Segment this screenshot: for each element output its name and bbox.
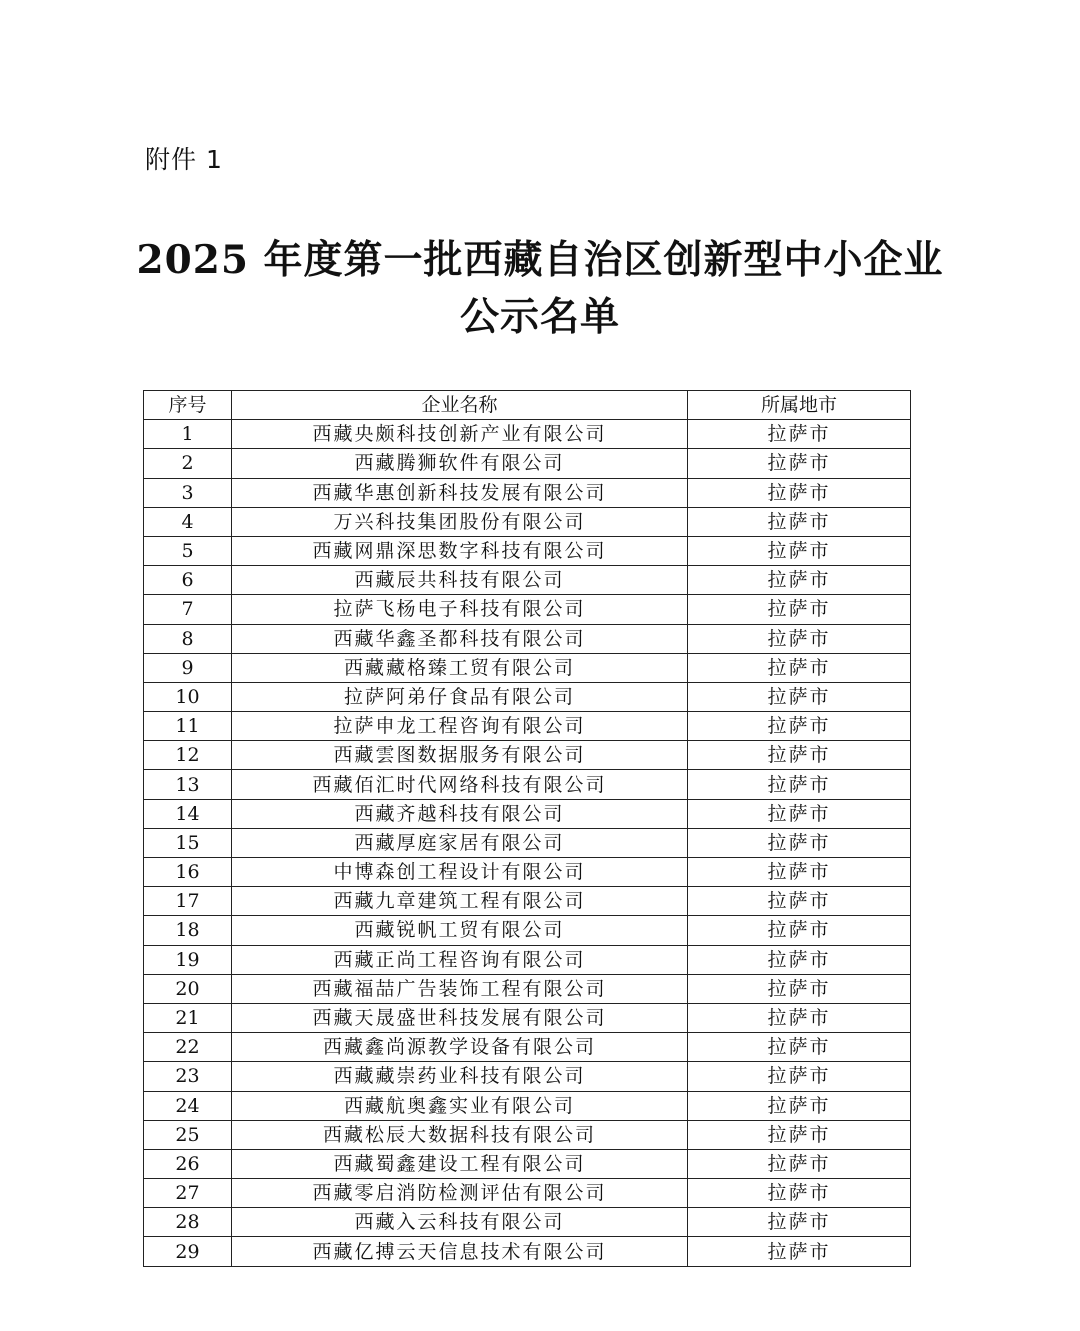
cell-company-name: 西藏鑫尚源教学设备有限公司: [232, 1033, 688, 1062]
cell-company-name: 西藏华鑫圣都科技有限公司: [232, 624, 688, 653]
table-row: [144, 507, 911, 536]
cell-city: 拉萨市: [688, 1179, 911, 1208]
cell-seq: 29: [144, 1237, 232, 1266]
cell-company-name: 西藏辰共科技有限公司: [232, 566, 688, 595]
table-row: [144, 1120, 911, 1149]
cell-seq: 22: [144, 1033, 232, 1062]
cell-company-name: 西藏佰汇时代网络科技有限公司: [232, 770, 688, 799]
cell-city: 拉萨市: [688, 1149, 911, 1178]
cell-seq: 10: [144, 682, 232, 711]
title-line-1: 2025 年度第一批西藏自治区创新型中小企业: [136, 237, 944, 283]
table-row: [144, 770, 911, 799]
cell-seq: 24: [144, 1091, 232, 1120]
cell-city: 拉萨市: [688, 624, 911, 653]
cell-city: 拉萨市: [688, 449, 911, 478]
cell-company-name: 西藏航奥鑫实业有限公司: [232, 1091, 688, 1120]
table-row: [144, 741, 911, 770]
table-row: [144, 828, 911, 857]
cell-company-name: 西藏锐帆工贸有限公司: [232, 916, 688, 945]
header-company-name: 企业名称: [232, 391, 688, 420]
cell-seq: 26: [144, 1149, 232, 1178]
cell-city: 拉萨市: [688, 595, 911, 624]
cell-company-name: 西藏厚庭家居有限公司: [232, 828, 688, 857]
table-row: [144, 1149, 911, 1178]
cell-city: 拉萨市: [688, 507, 911, 536]
cell-seq: 7: [144, 595, 232, 624]
table-row: [144, 799, 911, 828]
table-row: [144, 1091, 911, 1120]
cell-company-name: 西藏亿搏云天信息技术有限公司: [232, 1237, 688, 1266]
cell-city: 拉萨市: [688, 799, 911, 828]
cell-seq: 25: [144, 1120, 232, 1149]
cell-seq: 2: [144, 449, 232, 478]
table-row: [144, 653, 911, 682]
cell-city: 拉萨市: [688, 858, 911, 887]
cell-city: 拉萨市: [688, 653, 911, 682]
cell-seq: 5: [144, 536, 232, 565]
cell-company-name: 西藏藏崇药业科技有限公司: [232, 1062, 688, 1091]
cell-city: 拉萨市: [688, 420, 911, 449]
cell-company-name: 拉萨阿弟仔食品有限公司: [232, 682, 688, 711]
cell-company-name: 西藏蜀鑫建设工程有限公司: [232, 1149, 688, 1178]
cell-city: 拉萨市: [688, 1062, 911, 1091]
cell-seq: 4: [144, 507, 232, 536]
table-row: [144, 536, 911, 565]
cell-seq: 8: [144, 624, 232, 653]
cell-company-name: 西藏福喆广告装饰工程有限公司: [232, 974, 688, 1003]
cell-city: 拉萨市: [688, 1208, 911, 1237]
table-row: [144, 945, 911, 974]
table-row: [144, 974, 911, 1003]
table-row: [144, 887, 911, 916]
table-row: [144, 682, 911, 711]
company-list-table: [143, 390, 911, 1267]
table-row: [144, 1062, 911, 1091]
table-row: [144, 1208, 911, 1237]
cell-city: 拉萨市: [688, 741, 911, 770]
cell-city: 拉萨市: [688, 1003, 911, 1032]
cell-city: 拉萨市: [688, 682, 911, 711]
cell-company-name: 西藏雲图数据服务有限公司: [232, 741, 688, 770]
cell-seq: 18: [144, 916, 232, 945]
cell-company-name: 拉萨申龙工程咨询有限公司: [232, 712, 688, 741]
cell-seq: 14: [144, 799, 232, 828]
cell-city: 拉萨市: [688, 536, 911, 565]
table-row: [144, 1003, 911, 1032]
table-row: [144, 1237, 911, 1266]
cell-company-name: 西藏入云科技有限公司: [232, 1208, 688, 1237]
cell-company-name: 西藏腾狮软件有限公司: [232, 449, 688, 478]
cell-seq: 20: [144, 974, 232, 1003]
cell-city: 拉萨市: [688, 566, 911, 595]
cell-seq: 17: [144, 887, 232, 916]
cell-company-name: 西藏网鼎深思数字科技有限公司: [232, 536, 688, 565]
table-row: [144, 449, 911, 478]
table-row: [144, 1033, 911, 1062]
cell-city: 拉萨市: [688, 887, 911, 916]
cell-company-name: 西藏天晟盛世科技发展有限公司: [232, 1003, 688, 1032]
cell-city: 拉萨市: [688, 1237, 911, 1266]
cell-seq: 6: [144, 566, 232, 595]
header-city: 所属地市: [688, 391, 911, 420]
table-row: [144, 858, 911, 887]
cell-company-name: 拉萨飞杨电子科技有限公司: [232, 595, 688, 624]
table-body: [144, 420, 911, 1266]
cell-city: 拉萨市: [688, 1033, 911, 1062]
cell-company-name: 西藏央颇科技创新产业有限公司: [232, 420, 688, 449]
table-row: [144, 595, 911, 624]
document-title: [0, 232, 1080, 346]
cell-city: 拉萨市: [688, 974, 911, 1003]
cell-seq: 19: [144, 945, 232, 974]
table-row: [144, 624, 911, 653]
cell-company-name: 西藏松辰大数据科技有限公司: [232, 1120, 688, 1149]
cell-company-name: 西藏华惠创新科技发展有限公司: [232, 478, 688, 507]
cell-seq: 13: [144, 770, 232, 799]
table-row: [144, 420, 911, 449]
cell-city: 拉萨市: [688, 478, 911, 507]
cell-company-name: 西藏零启消防检测评估有限公司: [232, 1179, 688, 1208]
cell-seq: 3: [144, 478, 232, 507]
cell-company-name: 西藏正尚工程咨询有限公司: [232, 945, 688, 974]
cell-company-name: 西藏藏格臻工贸有限公司: [232, 653, 688, 682]
cell-city: 拉萨市: [688, 712, 911, 741]
cell-seq: 16: [144, 858, 232, 887]
cell-seq: 1: [144, 420, 232, 449]
table-row: [144, 566, 911, 595]
cell-seq: 11: [144, 712, 232, 741]
table-row: [144, 712, 911, 741]
cell-company-name: 万兴科技集团股份有限公司: [232, 507, 688, 536]
cell-city: 拉萨市: [688, 945, 911, 974]
title-line-2: 公示名单: [459, 294, 620, 340]
table-row: [144, 916, 911, 945]
cell-company-name: 西藏齐越科技有限公司: [232, 799, 688, 828]
cell-city: 拉萨市: [688, 770, 911, 799]
attachment-label: 附件 1: [145, 145, 223, 174]
table-row: [144, 478, 911, 507]
header-seq: 序号: [144, 391, 232, 420]
cell-seq: 9: [144, 653, 232, 682]
cell-city: 拉萨市: [688, 916, 911, 945]
cell-seq: 23: [144, 1062, 232, 1091]
cell-seq: 15: [144, 828, 232, 857]
table-header-row: [144, 391, 911, 420]
cell-city: 拉萨市: [688, 828, 911, 857]
cell-city: 拉萨市: [688, 1091, 911, 1120]
cell-company-name: 西藏九章建筑工程有限公司: [232, 887, 688, 916]
cell-seq: 27: [144, 1179, 232, 1208]
cell-seq: 28: [144, 1208, 232, 1237]
cell-company-name: 中博森创工程设计有限公司: [232, 858, 688, 887]
table-row: [144, 1179, 911, 1208]
cell-seq: 12: [144, 741, 232, 770]
cell-city: 拉萨市: [688, 1120, 911, 1149]
cell-seq: 21: [144, 1003, 232, 1032]
